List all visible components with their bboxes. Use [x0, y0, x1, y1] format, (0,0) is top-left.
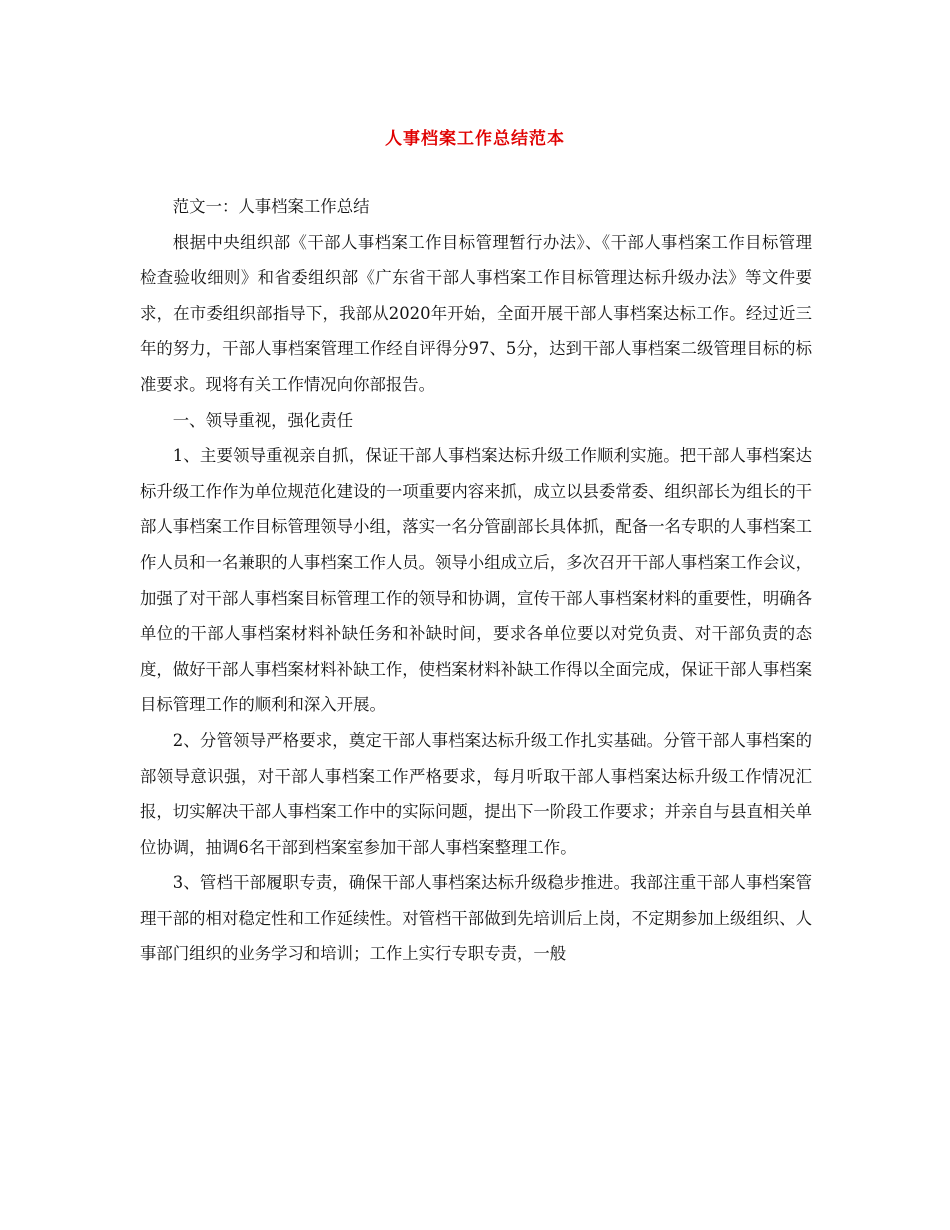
paragraph: 3、管档干部履职专责，确保干部人事档案达标升级稳步推进。我部注重干部人事档案管理干部的相对稳定性和工作延续性。对管档干部做到先培训后上岗，不定期参加上级组织、人事部门组织的业务学习和培训；工作上实行专职专责，一般: [140, 873, 813, 964]
document-title: 人事档案工作总结范本: [385, 129, 565, 149]
paragraph: 1、主要领导重视亲自抓，保证干部人事档案达标升级工作顺利实施。把干部人事档案达标升级工作作为单位规范化建设的一项重要内容来抓，成立以县委常委、组织部长为组长的干部人事档案工作目标管理领导小组，落实一名分管副部长具体抓，配备一名专职的人事档案工作人员和一名兼职的人事档案工作人员。领导小组成立后，多次召开干部人事档案工作会议，加强了对干部人事档案目标管理工作的领导和协调，宣传干部人事档案材料的重要性，明确各单位的干部人事档案材料补缺任务和补缺时间，要求各单位要以对党负责、对干部负责的态度，做好干部人事档案材料补缺工作，使档案材料补缺工作得以全面完成，保证干部人事档案目标管理工作的顺利和深入开展。: [140, 446, 813, 715]
paragraph: 一、领导重视，强化责任: [172, 410, 354, 430]
paragraph: 2、分管领导严格要求，奠定干部人事档案达标升级工作扎实基础。分管干部人事档案的部领导意识强，对干部人事档案工作严格要求，每月听取干部人事档案达标升级工作情况汇报，切实解决干部人事档案工作中的实际问题，提出下一阶段工作要求；并亲自与县直相关单位协调，抽调6名干部到档案室参加干部人事档案整理工作。: [140, 730, 813, 857]
paragraph: 根据中央组织部《干部人事档案工作目标管理暂行办法》、《干部人事档案工作目标管理检查验收细则》和省委组织部《广东省干部人事档案工作目标管理达标升级办法》等文件要求，在市委组织部指导下，我部从2020年开始，全面开展干部人事档案达标工作。经过近三年的努力，干部人事档案管理工作经自评得分97、5分，达到干部人事档案二级管理目标的标准要求。现将有关工作情况向你部报告。: [140, 232, 812, 394]
document-body: [140, 189, 812, 972]
paragraph: 范文一：人事档案工作总结: [172, 197, 370, 216]
